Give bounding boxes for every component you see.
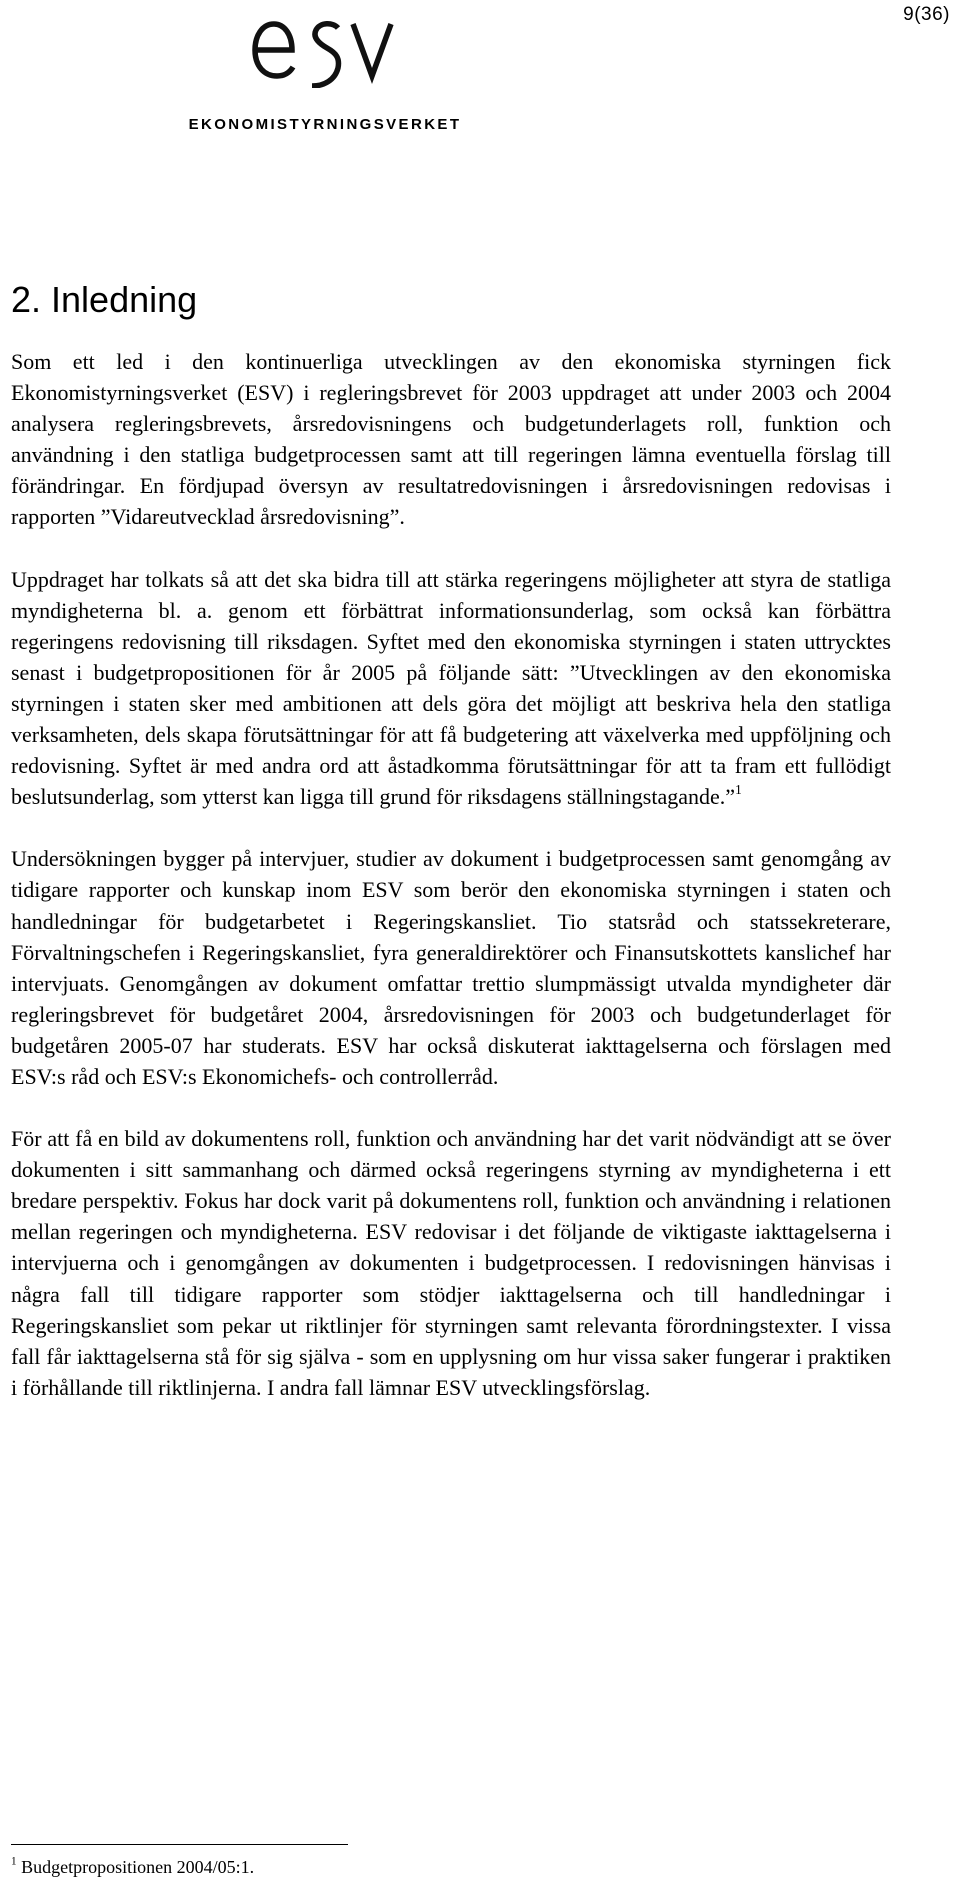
paragraph: Som ett led i den kontinuerliga utvecklingen av den ekonomiska styrningen fick Ekonomistyrningsverket (ESV) i regleringsbrevet för 2003 uppdraget att under 2003 och 2004 analysera regleringsbrevets, årsredovisningens och budgetunderlagets roll, funktion och användning i den statliga budgetprocessen samt att till regeringen lämna eventuella förslag till förändringar. En fördjupad översyn av resultatredovisningen i årsredovisningen redovisas i rapporten ”Vidareutvecklad årsredovisning”. — [11, 349, 891, 530]
paragraph: För att få en bild av dokumentens roll, funktion och användning har det varit nödvändigt att se över dokumenten i sitt sammanhang och därmed också regeringens styrning av myndigheterna i ett bredare perspektiv. Fokus har dock varit på dokumentens roll, funktion och användning i relationen mellan regeringen och myndigheterna. ESV redovisar i det följande de viktigaste iakttagelserna i intervjuerna och i genomgången av dokumenten i budgetprocessen. I redovisningen hänvisas i några fall till tidigare rapporter som stödjer iakttagelserna och till handledningar i Regeringskansliet som pekar ut riktlinjer för styrningen samt relevanta förordningstexter. I vissa fall får iakttagelserna stå för sig själva - som en upplysning om hur vissa saker fungerar i praktiken i förhållande till riktlinjerna. I andra fall lämnar ESV utvecklingsförslag. — [11, 1126, 891, 1400]
section-heading: 2. Inledning — [11, 279, 198, 320]
paragraph — [11, 564, 891, 813]
footnote-text: Budgetpropositionen 2004/05:1. — [21, 1857, 255, 1877]
logo-tagline: EKONOMISTYRNINGSVERKET — [188, 116, 462, 133]
esv-wordmark-icon — [250, 0, 400, 88]
paragraph: Undersökningen bygger på intervjuer, studier av dokument i budgetprocessen samt genomgång av tidigare rapporter och kunskap inom ESV som berör den ekonomiska styrningen i staten och handledningar för budgetarbetet i Regeringskansliet. Tio statsråd och statssekreterare, Förvaltningschefen i Regeringskansliet, fyra generaldirektörer och Finansutskottets kanslichef har intervjuats. Genomgången av dokument omfattar trettio slumpmässigt utvalda myndigheter där regleringsbrevet för budgetåret 2004, årsredovisningen för 2003 och budgetunderlaget för budgetåren 2005-07 har studerats. ESV har också diskuterat iakttagelserna och förslagen med ESV:s råd och ESV:s Ekonomichefs- och controllerråd. — [11, 846, 891, 1089]
footnote-reference: 1 — [735, 782, 742, 797]
paragraph-text: Uppdraget har tolkats så att det ska bidra till att stärka regeringens möjligheter att styra de statliga myndigheterna bl. a. genom ett förbättrat informationsunderlag, som också kan förbättra regeringens redovisning till riksdagen. Syftet med den ekonomiska styrningen i staten uttrycktes senast i budgetpropositionen för år 2005 på följande sätt: ”Utvecklingen av den ekonomiska styrningen i staten sker med ambitionen att dels göra det möjligt att beskriva hela den statliga verksamheten, dels skapa förutsättningar för att få budgetering att växelverka med uppföljning och redovisning. Syftet är med andra ord att åstadkomma förutsättningar för att ta fram ett fullödigt beslutsunderlag, som ytterst kan ligga till grund för riksdagens ställningstagande.” — [11, 566, 891, 810]
page-number: 9(36) — [903, 4, 950, 25]
body-text — [11, 346, 891, 1434]
footnote-divider — [11, 1844, 348, 1845]
esv-logo — [165, 0, 485, 150]
footnote-marker: 1 — [11, 1855, 17, 1868]
footnote — [11, 1855, 254, 1879]
